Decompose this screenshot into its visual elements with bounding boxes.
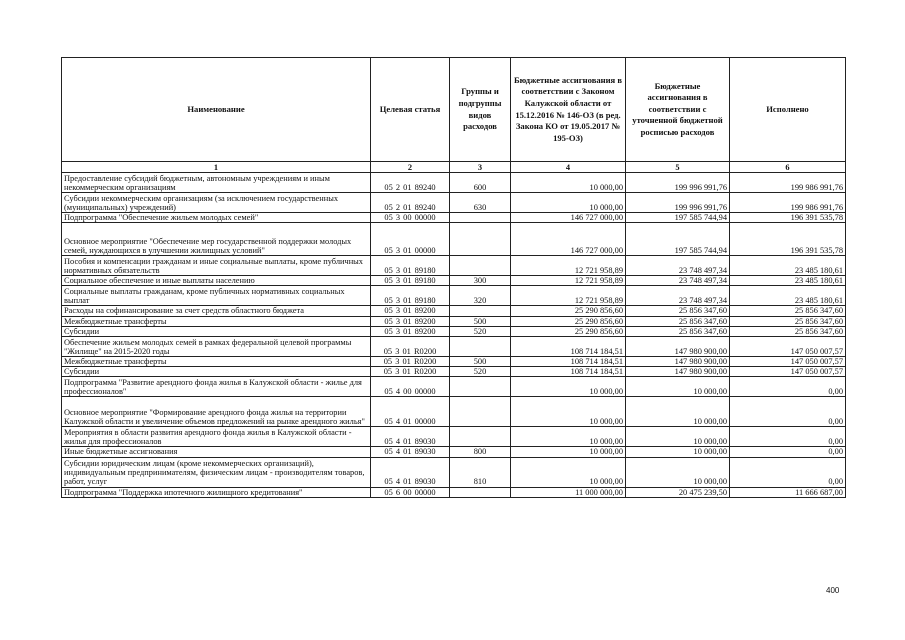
- row-target-article: 05 4 01 89030: [371, 427, 450, 447]
- row-name: Межбюджетные трансферты: [62, 316, 371, 326]
- row-expense-group: 810: [450, 457, 511, 487]
- row-budget-law: 108 714 184,51: [511, 367, 626, 377]
- row-budget-law: 12 721 958,89: [511, 286, 626, 306]
- header-name: Наименование: [62, 58, 371, 162]
- table-row: [62, 377, 846, 397]
- row-budget-refined: 10 000,00: [626, 427, 730, 447]
- row-budget-law: 12 721 958,89: [511, 276, 626, 286]
- row-target-article: 05 3 01 00000: [371, 223, 450, 256]
- column-number: 5: [626, 162, 730, 173]
- row-executed: 0,00: [730, 457, 846, 487]
- row-expense-group: [450, 397, 511, 427]
- table-row: [62, 487, 846, 497]
- column-number: 2: [371, 162, 450, 173]
- table-row: [62, 357, 846, 367]
- budget-execution-table: [61, 57, 846, 498]
- table-row: [62, 367, 846, 377]
- column-number: 6: [730, 162, 846, 173]
- table-row: [62, 337, 846, 357]
- row-executed: 0,00: [730, 377, 846, 397]
- table-row: [62, 397, 846, 427]
- row-budget-refined: 20 475 239,50: [626, 487, 730, 497]
- table-row: [62, 256, 846, 276]
- row-budget-refined: 25 856 347,60: [626, 306, 730, 316]
- row-name: Иные бюджетные ассигнования: [62, 447, 371, 457]
- row-budget-law: 10 000,00: [511, 377, 626, 397]
- row-budget-law: 146 727 000,00: [511, 223, 626, 256]
- table-row: [62, 427, 846, 447]
- row-target-article: 05 3 01 89200: [371, 316, 450, 326]
- table-row: [62, 316, 846, 326]
- row-budget-refined: 199 996 991,76: [626, 173, 730, 193]
- table-body: [62, 173, 846, 498]
- row-target-article: 05 4 01 00000: [371, 397, 450, 427]
- row-budget-refined: 10 000,00: [626, 377, 730, 397]
- row-budget-law: 10 000,00: [511, 457, 626, 487]
- row-target-article: 05 2 01 89240: [371, 193, 450, 213]
- row-name: Субсидии: [62, 326, 371, 336]
- row-target-article: 05 3 01 89200: [371, 306, 450, 316]
- table-row: [62, 306, 846, 316]
- row-budget-refined: 147 980 900,00: [626, 337, 730, 357]
- row-expense-group: 600: [450, 173, 511, 193]
- header-budget-refined: Бюджетные ассигнования в соответствии с уточненной бюджетной росписью расходов: [626, 58, 730, 162]
- row-expense-group: [450, 256, 511, 276]
- row-expense-group: [450, 487, 511, 497]
- row-name: Основное мероприятие "Обеспечение мер государственной поддержки молодых семей, нуждающихся в улучшении жилищных условий": [62, 223, 371, 256]
- row-budget-refined: 10 000,00: [626, 457, 730, 487]
- column-number-row: [62, 162, 846, 173]
- header-executed: Исполнено: [730, 58, 846, 162]
- row-budget-law: 11 000 000,00: [511, 487, 626, 497]
- row-name: Мероприятия в области развития арендного фонда жилья в Калужской области - жилья для профессионалов: [62, 427, 371, 447]
- row-target-article: 05 3 01 R0200: [371, 367, 450, 377]
- row-budget-refined: 23 748 497,34: [626, 276, 730, 286]
- table-row: [62, 457, 846, 487]
- row-expense-group: 520: [450, 326, 511, 336]
- row-executed: 25 856 347,60: [730, 316, 846, 326]
- row-target-article: 05 6 00 00000: [371, 487, 450, 497]
- row-budget-law: 108 714 184,51: [511, 337, 626, 357]
- row-expense-group: [450, 213, 511, 223]
- row-expense-group: 630: [450, 193, 511, 213]
- row-name: Подпрограмма "Обеспечение жильем молодых семей": [62, 213, 371, 223]
- row-executed: 199 986 991,76: [730, 193, 846, 213]
- row-expense-group: 520: [450, 367, 511, 377]
- row-expense-group: 320: [450, 286, 511, 306]
- row-expense-group: [450, 306, 511, 316]
- row-expense-group: 800: [450, 447, 511, 457]
- row-target-article: 05 3 01 R0200: [371, 337, 450, 357]
- row-expense-group: [450, 427, 511, 447]
- column-number: 3: [450, 162, 511, 173]
- row-name: Социальные выплаты гражданам, кроме публичных нормативных социальных выплат: [62, 286, 371, 306]
- row-budget-refined: 23 748 497,34: [626, 256, 730, 276]
- row-budget-law: 108 714 184,51: [511, 357, 626, 367]
- row-target-article: 05 4 00 00000: [371, 377, 450, 397]
- row-name: Субсидии юридическим лицам (кроме некоммерческих организаций), индивидуальным предпринимателям, физическим лицам - производителям товаров, работ, услуг: [62, 457, 371, 487]
- header-target-article: Целевая статья: [371, 58, 450, 162]
- row-budget-law: 25 290 856,60: [511, 306, 626, 316]
- row-budget-law: 10 000,00: [511, 173, 626, 193]
- row-executed: 23 485 180,61: [730, 286, 846, 306]
- table-row: [62, 193, 846, 213]
- row-budget-refined: 147 980 900,00: [626, 367, 730, 377]
- table-row: [62, 286, 846, 306]
- row-expense-group: 500: [450, 357, 511, 367]
- row-budget-law: 25 290 856,60: [511, 316, 626, 326]
- row-executed: 196 391 535,78: [730, 213, 846, 223]
- row-name: Расходы на софинансирование за счет средств областного бюджета: [62, 306, 371, 316]
- row-target-article: 05 2 01 89240: [371, 173, 450, 193]
- row-budget-refined: 23 748 497,34: [626, 286, 730, 306]
- table-row: [62, 276, 846, 286]
- row-target-article: 05 4 01 89030: [371, 457, 450, 487]
- row-executed: 0,00: [730, 397, 846, 427]
- row-executed: 11 666 687,00: [730, 487, 846, 497]
- row-name: Социальное обеспечение и иные выплаты населению: [62, 276, 371, 286]
- row-name: Основное мероприятие "Формирование арендного фонда жилья на территории Калужской области и увеличение объемов предложений на рынке арендного жилья": [62, 397, 371, 427]
- row-executed: 147 050 007,57: [730, 367, 846, 377]
- row-budget-refined: 25 856 347,60: [626, 326, 730, 336]
- row-executed: 0,00: [730, 427, 846, 447]
- row-executed: 147 050 007,57: [730, 337, 846, 357]
- row-executed: 147 050 007,57: [730, 357, 846, 367]
- row-budget-law: 10 000,00: [511, 427, 626, 447]
- row-expense-group: 300: [450, 276, 511, 286]
- row-target-article: 05 3 01 89180: [371, 256, 450, 276]
- row-expense-group: 500: [450, 316, 511, 326]
- row-budget-law: 25 290 856,60: [511, 326, 626, 336]
- row-name: Субсидии некоммерческим организациям (за исключением государственных (муниципальных) учреждений): [62, 193, 371, 213]
- row-budget-refined: 197 585 744,94: [626, 213, 730, 223]
- page-number: 400: [826, 586, 840, 595]
- row-target-article: 05 3 00 00000: [371, 213, 450, 223]
- row-executed: 23 485 180,61: [730, 276, 846, 286]
- row-executed: 25 856 347,60: [730, 306, 846, 316]
- row-name: Подпрограмма "Поддержка ипотечного жилищного кредитования": [62, 487, 371, 497]
- row-executed: 23 485 180,61: [730, 256, 846, 276]
- row-target-article: 05 3 01 89200: [371, 326, 450, 336]
- column-number: 4: [511, 162, 626, 173]
- table-row: [62, 447, 846, 457]
- row-expense-group: [450, 223, 511, 256]
- row-budget-refined: 147 980 900,00: [626, 357, 730, 367]
- row-name: Обеспечение жильем молодых семей в рамках федеральной целевой программы "Жилище" на 2015-2020 годы: [62, 337, 371, 357]
- row-executed: 25 856 347,60: [730, 326, 846, 336]
- row-executed: 0,00: [730, 447, 846, 457]
- row-target-article: 05 4 01 89030: [371, 447, 450, 457]
- row-budget-refined: 10 000,00: [626, 447, 730, 457]
- row-name: Пособия и компенсации гражданам и иные социальные выплаты, кроме публичных нормативных обязательств: [62, 256, 371, 276]
- row-budget-refined: 25 856 347,60: [626, 316, 730, 326]
- table-row: [62, 173, 846, 193]
- row-name: Межбюджетные трансферты: [62, 357, 371, 367]
- row-expense-group: [450, 337, 511, 357]
- row-expense-group: [450, 377, 511, 397]
- row-budget-refined: 10 000,00: [626, 397, 730, 427]
- row-budget-law: 146 727 000,00: [511, 213, 626, 223]
- row-budget-law: 10 000,00: [511, 397, 626, 427]
- row-executed: 196 391 535,78: [730, 223, 846, 256]
- header-budget-law: Бюджетные ассигнования в соответствии с Законом Калужской области от 15.12.2016 № 146-ОЗ (в ред. Закона КО от 19.05.2017 № 195-ОЗ): [511, 58, 626, 162]
- table-row: [62, 213, 846, 223]
- row-name: Предоставление субсидий бюджетным, автономным учреждениям и иным некоммерческим организациям: [62, 173, 371, 193]
- column-number: 1: [62, 162, 371, 173]
- header-row: [62, 58, 846, 162]
- row-executed: 199 986 991,76: [730, 173, 846, 193]
- row-budget-law: 12 721 958,89: [511, 256, 626, 276]
- row-budget-law: 10 000,00: [511, 193, 626, 213]
- table-row: [62, 326, 846, 336]
- row-name: Субсидии: [62, 367, 371, 377]
- row-budget-refined: 197 585 744,94: [626, 223, 730, 256]
- header-expense-groups: Группы и подгруппы видов расходов: [450, 58, 511, 162]
- row-target-article: 05 3 01 R0200: [371, 357, 450, 367]
- row-name: Подпрограмма "Развитие арендного фонда жилья в Калужской области - жилье для профессионалов": [62, 377, 371, 397]
- table-row: [62, 223, 846, 256]
- row-target-article: 05 3 01 89180: [371, 286, 450, 306]
- row-budget-refined: 199 996 991,76: [626, 193, 730, 213]
- row-target-article: 05 3 01 89180: [371, 276, 450, 286]
- row-budget-law: 10 000,00: [511, 447, 626, 457]
